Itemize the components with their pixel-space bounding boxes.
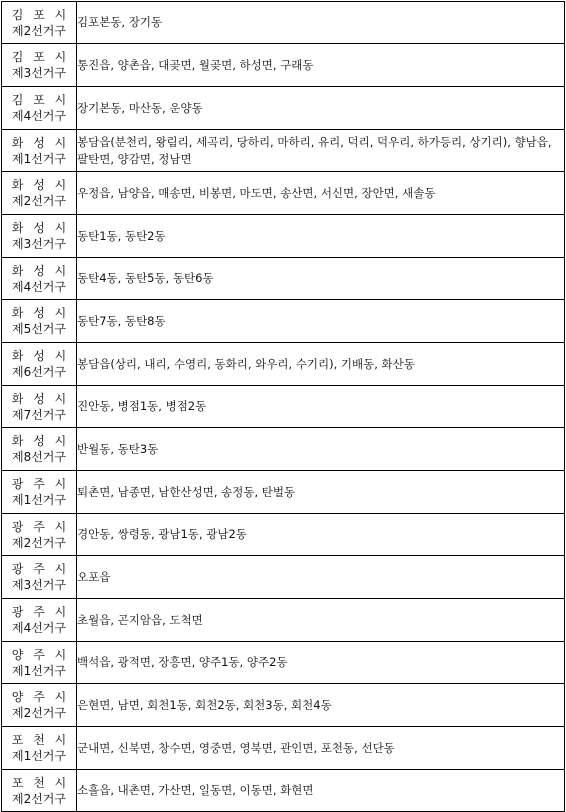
table-row xyxy=(2,599,565,642)
district-name-cell xyxy=(2,428,77,471)
city-name: 양 주 시 xyxy=(11,647,70,662)
table-row xyxy=(2,172,565,215)
district-areas: 은현면, 남면, 회천1동, 회천2동, 회천3동, 회천4동 xyxy=(77,684,565,727)
city-name: 김 포 시 xyxy=(11,93,70,107)
city-name: 화 성 시 xyxy=(11,178,70,192)
district-name-cell xyxy=(2,514,77,556)
city-name: 광 주 시 xyxy=(11,562,70,576)
district-name-cell xyxy=(2,599,77,642)
district-table-page xyxy=(1,1,564,806)
district-label: 제3선거구 xyxy=(11,578,66,592)
district-areas: 백석읍, 광적면, 장흥면, 양주1동, 양주2동 xyxy=(77,642,565,684)
city-name: 김 포 시 xyxy=(11,7,70,22)
district-areas: 동탄4동, 동탄5동, 동탄6동 xyxy=(77,258,565,300)
table-row xyxy=(2,215,565,258)
district-label: 제4선거구 xyxy=(11,621,66,635)
table-row xyxy=(2,343,565,386)
table-row xyxy=(2,727,565,770)
district-areas: 동탄7동, 동탄8동 xyxy=(77,300,565,343)
district-areas: 우정읍, 남양읍, 매송면, 비봉면, 마도면, 송산면, 서신면, 장안면, 새솔동 xyxy=(77,172,565,215)
district-areas: 동탄1동, 동탄2동 xyxy=(77,215,565,258)
table-row xyxy=(2,130,565,172)
district-label: 제3선거구 xyxy=(11,66,66,80)
district-label: 제5선거구 xyxy=(11,322,66,336)
district-name-cell xyxy=(2,642,77,684)
district-name-cell xyxy=(2,727,77,770)
district-label: 제1선거구 xyxy=(11,663,66,678)
district-label: 제1선거구 xyxy=(11,493,66,507)
district-areas: 퇴촌면, 남종면, 남한산성면, 송정동, 탄벌동 xyxy=(77,471,565,514)
table-row xyxy=(2,386,565,428)
district-label: 제6선거구 xyxy=(11,365,66,379)
table-row xyxy=(2,2,565,44)
table-row xyxy=(2,428,565,471)
district-name-cell xyxy=(2,215,77,258)
district-name-cell xyxy=(2,87,77,130)
district-name-cell xyxy=(2,386,77,428)
district-label: 제2선거구 xyxy=(11,23,66,38)
district-areas: 장기본동, 마산동, 운양동 xyxy=(77,87,565,130)
district-label: 제4선거구 xyxy=(11,109,66,123)
table-row xyxy=(2,514,565,556)
district-name-cell xyxy=(2,44,77,87)
district-label: 제2선거구 xyxy=(11,706,66,720)
district-areas: 경안동, 쌍령동, 광남1동, 광남2동 xyxy=(77,514,565,556)
city-name: 화 성 시 xyxy=(11,349,70,363)
district-name-cell xyxy=(2,770,77,812)
city-name: 화 성 시 xyxy=(11,135,70,150)
city-name: 광 주 시 xyxy=(11,605,70,619)
city-name: 포 천 시 xyxy=(11,733,70,747)
district-areas: 봉담읍(분천리, 왕림리, 세곡리, 당하리, 마하리, 유리, 덕리, 덕우리, 하가등리, 상기리), 향남읍, 팔탄면, 양감면, 정남면 xyxy=(77,130,565,172)
district-areas: 반월동, 동탄3동 xyxy=(77,428,565,471)
district-areas: 초월읍, 곤지암읍, 도척면 xyxy=(77,599,565,642)
city-name: 양 주 시 xyxy=(11,690,70,704)
district-label: 제2선거구 xyxy=(11,535,66,550)
city-name: 화 성 시 xyxy=(11,391,70,406)
city-name: 화 성 시 xyxy=(11,306,70,320)
district-name-cell xyxy=(2,343,77,386)
district-name-cell xyxy=(2,2,77,44)
city-name: 화 성 시 xyxy=(11,263,70,278)
district-label: 제1선거구 xyxy=(11,749,66,763)
city-name: 광 주 시 xyxy=(11,477,70,491)
district-label: 제2선거구 xyxy=(11,791,66,806)
table-row xyxy=(2,642,565,684)
district-name-cell xyxy=(2,300,77,343)
district-name-cell xyxy=(2,471,77,514)
district-areas: 소흘읍, 내촌면, 가산면, 일동면, 이동면, 화현면 xyxy=(77,770,565,812)
district-areas: 봉담읍(상리, 내리, 수영리, 동화리, 와우리, 수기리), 기배동, 화산동 xyxy=(77,343,565,386)
district-label: 제7선거구 xyxy=(11,407,66,422)
district-areas: 오포읍 xyxy=(77,556,565,599)
district-label: 제3선거구 xyxy=(11,237,66,251)
district-name-cell xyxy=(2,172,77,215)
district-label: 제1선거구 xyxy=(11,151,66,166)
table-row xyxy=(2,87,565,130)
city-name: 광 주 시 xyxy=(11,519,70,534)
district-areas: 군내면, 신북면, 창수면, 영중면, 영북면, 관인면, 포천동, 선단동 xyxy=(77,727,565,770)
table-row xyxy=(2,258,565,300)
city-name: 김 포 시 xyxy=(11,50,70,64)
table-row xyxy=(2,300,565,343)
district-name-cell xyxy=(2,684,77,727)
district-areas: 진안동, 병점1동, 병점2동 xyxy=(77,386,565,428)
district-areas: 김포본동, 장기동 xyxy=(77,2,565,44)
district-name-cell xyxy=(2,258,77,300)
table-row xyxy=(2,556,565,599)
district-label: 제8선거구 xyxy=(11,450,66,464)
district-name-cell xyxy=(2,556,77,599)
district-name-cell xyxy=(2,130,77,172)
table-row xyxy=(2,770,565,812)
district-label: 제2선거구 xyxy=(11,194,66,208)
district-label: 제4선거구 xyxy=(11,279,66,294)
table-row xyxy=(2,44,565,87)
table-row xyxy=(2,471,565,514)
city-name: 화 성 시 xyxy=(11,434,70,448)
city-name: 화 성 시 xyxy=(11,221,70,235)
table-row xyxy=(2,684,565,727)
city-name: 포 천 시 xyxy=(11,775,70,790)
district-areas: 통진읍, 양촌읍, 대곶면, 월곶면, 하성면, 구래동 xyxy=(77,44,565,87)
electoral-district-table xyxy=(1,1,565,812)
